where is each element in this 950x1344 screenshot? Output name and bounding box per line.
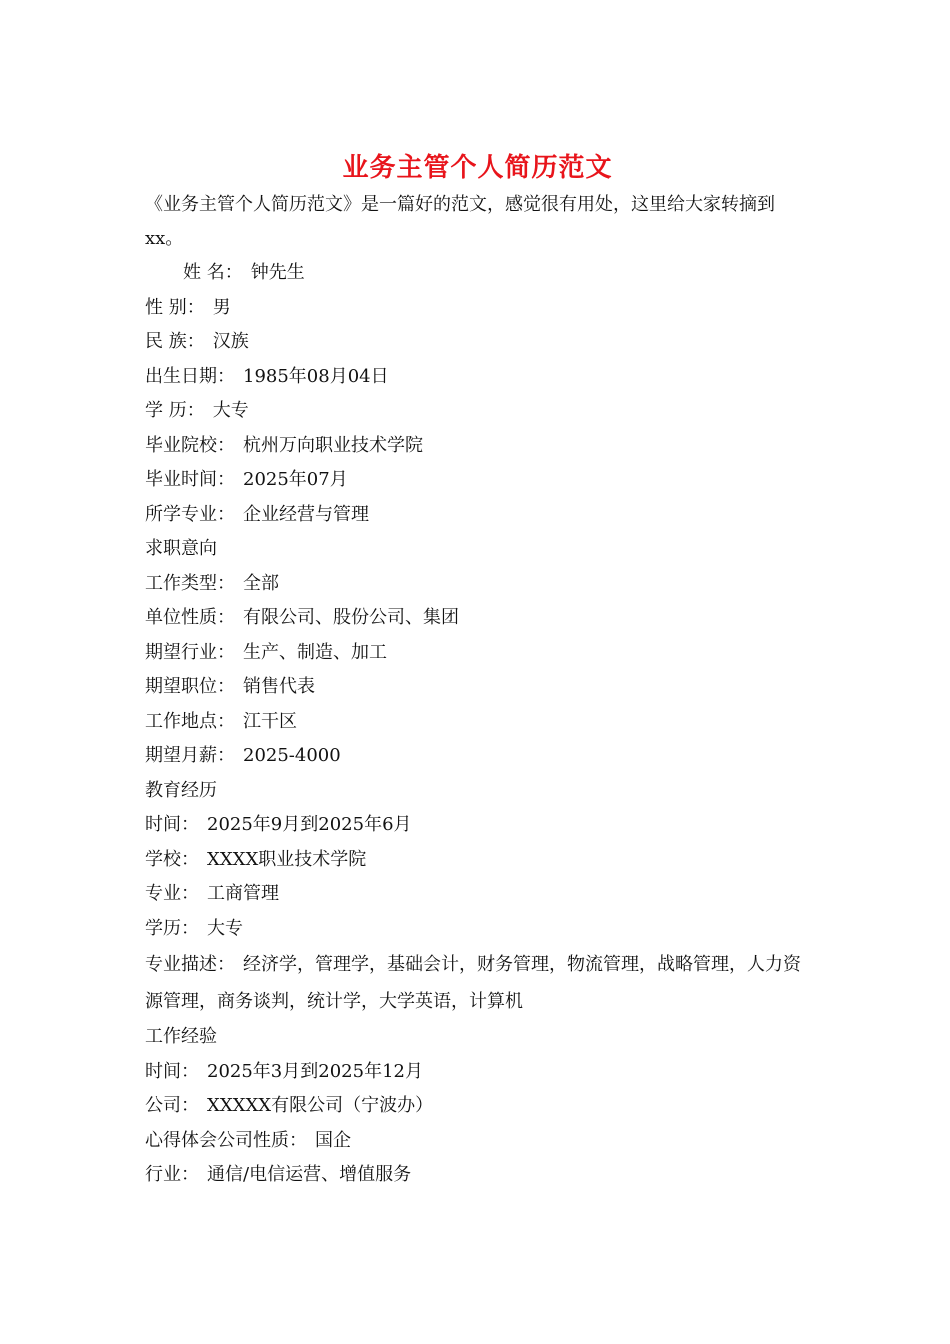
field-value: 汉族 (212, 331, 249, 352)
field-label: 姓 名： (183, 262, 243, 283)
field-label: 毕业院校： (145, 434, 235, 456)
work-row-industry (145, 1158, 810, 1193)
field-label: 工作地点： (145, 710, 235, 732)
field-label: 所学专业： (145, 503, 235, 525)
field-value: 销售代表 (243, 676, 315, 697)
job-row-salary (145, 739, 810, 774)
field-value: 2025-4000 (243, 745, 341, 766)
field-label: 学历： (145, 917, 199, 939)
edu-row-description (145, 946, 810, 1020)
field-label: 单位性质： (145, 607, 235, 628)
field-value: 大专 (207, 917, 243, 939)
field-label: 行业： (145, 1164, 199, 1185)
field-value: 国企 (315, 1129, 351, 1151)
edu-row-school (145, 843, 810, 878)
job-row-industry (145, 636, 810, 671)
job-row-type (145, 567, 810, 602)
info-row-name (145, 256, 810, 291)
info-row-major (145, 498, 810, 533)
intro-paragraph: 《业务主管个人简历范文》是一篇好的范文，感觉很有用处，这里给大家转摘到xx。 (145, 194, 775, 249)
section-heading-job-intent: 求职意向 (145, 538, 217, 559)
job-row-location (145, 705, 810, 740)
field-value: 经济学，管理学，基础会计，财务管理，物流管理，战略管理，人力资源管理，商务谈判，统计学，大学英语，计算机 (145, 954, 801, 1012)
field-label: 学校： (145, 848, 199, 870)
section-heading-work: 工作经验 (145, 1026, 217, 1047)
field-value: 企业经营与管理 (243, 503, 369, 525)
section-heading-education: 教育经历 (145, 779, 217, 801)
field-label: 心得体会公司性质： (145, 1129, 307, 1151)
job-row-position (145, 670, 810, 705)
field-label: 出生日期： (145, 365, 235, 387)
field-label: 期望职位： (145, 676, 235, 697)
field-label: 时间： (145, 1060, 199, 1082)
field-value: 通信/电信运营、增值服务 (207, 1164, 412, 1185)
field-value: 钟先生 (250, 262, 305, 283)
field-label: 毕业时间： (145, 469, 235, 490)
field-value: 2025年3月到2025年12月 (207, 1060, 423, 1082)
edu-row-degree (145, 912, 810, 947)
field-label: 期望行业： (145, 641, 235, 663)
field-value: 有限公司、股份公司、集团 (243, 607, 459, 628)
field-value: 2025年07月 (243, 469, 348, 490)
field-label: 学 历： (145, 400, 205, 421)
field-value: XXXX职业技术学院 (207, 848, 367, 870)
field-value: XXXXX有限公司（宁波办） (207, 1095, 434, 1116)
field-value: 杭州万向职业技术学院 (243, 434, 423, 456)
job-row-company-nature (145, 601, 810, 636)
field-value: 男 (212, 296, 231, 318)
field-label: 时间： (145, 814, 199, 835)
work-row-company (145, 1089, 810, 1124)
field-value: 1985年08月04日 (243, 365, 389, 387)
info-row-school (145, 429, 810, 464)
field-label: 专业： (145, 883, 199, 904)
document-title: 业务主管个人简历范文 (342, 153, 613, 183)
field-value: 全部 (243, 572, 279, 594)
field-value: 工商管理 (207, 883, 279, 904)
info-row-birthdate (145, 360, 810, 395)
field-label: 工作类型： (145, 572, 235, 594)
info-row-ethnicity (145, 325, 810, 360)
field-label: 性 别： (145, 296, 205, 318)
info-row-education-level (145, 394, 810, 429)
field-value: 2025年9月到2025年6月 (207, 814, 412, 835)
work-row-time (145, 1055, 810, 1090)
edu-row-major (145, 877, 810, 912)
field-label: 公司： (145, 1095, 199, 1116)
work-row-company-nature (145, 1124, 810, 1159)
field-label: 期望月薪： (145, 745, 235, 766)
document-page (145, 150, 810, 1193)
field-value: 生产、制造、加工 (243, 641, 387, 663)
field-label: 专业描述： (145, 954, 235, 975)
edu-row-time (145, 808, 810, 843)
field-value: 江干区 (243, 710, 297, 732)
field-value: 大专 (212, 400, 249, 421)
info-row-gender (145, 291, 810, 326)
field-label: 民 族： (145, 331, 205, 352)
info-row-graduation (145, 463, 810, 498)
